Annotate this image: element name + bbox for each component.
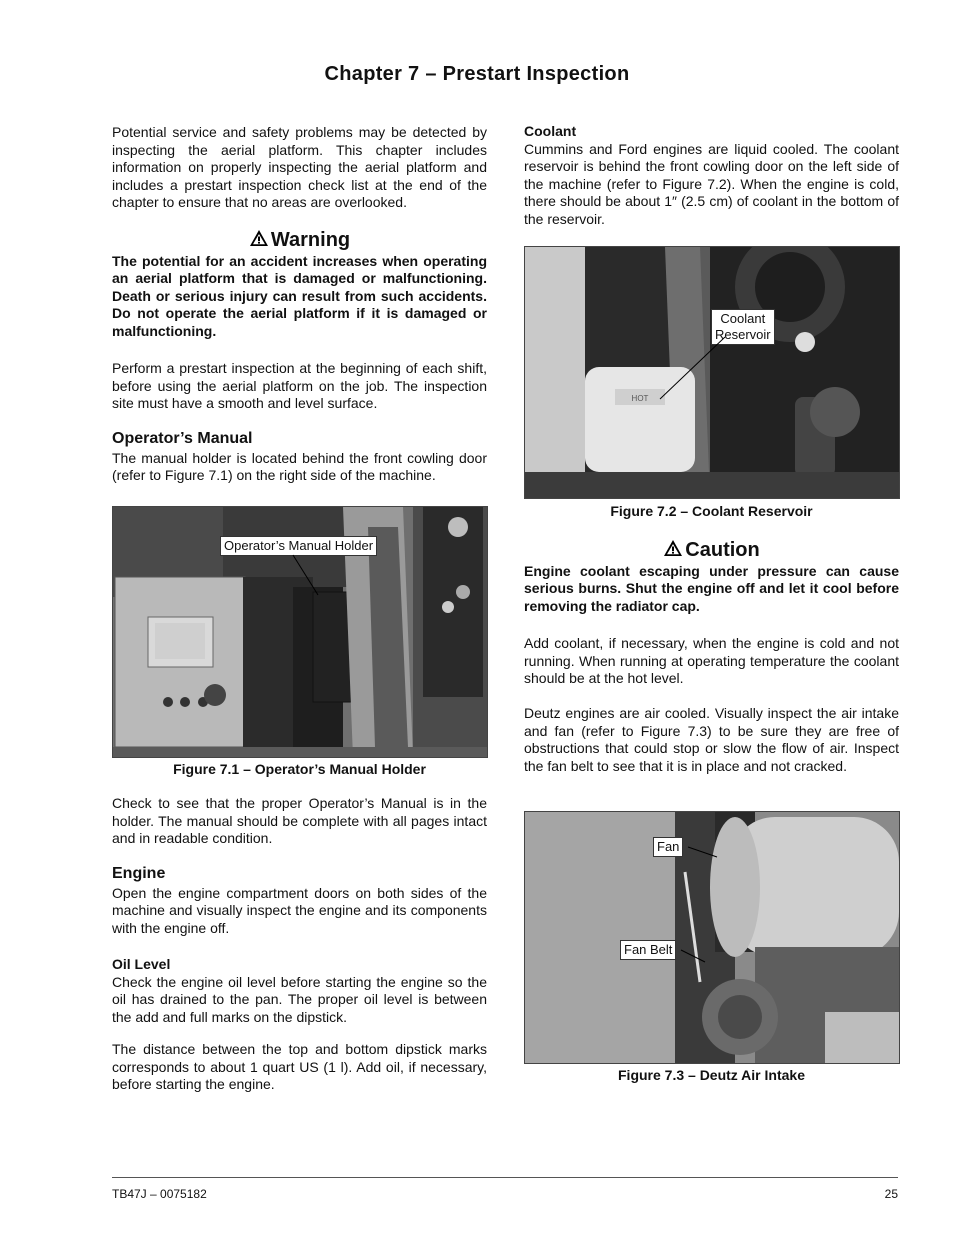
footer-page-number: 25	[884, 1187, 898, 1201]
caution-box	[524, 539, 899, 615]
engine-heading: Engine	[112, 865, 166, 882]
figure-7-2-photo	[524, 246, 900, 499]
dipstick-paragraph: The distance between the top and bottom dipstick marks corresponds to about 1 quart US (1 l). Add oil, if necessary, before starting the engine.	[112, 1041, 487, 1092]
warning-triangle-icon	[249, 229, 269, 247]
figure-7-2-label-line1: Coolant	[720, 311, 766, 326]
coolant-heading: Coolant	[524, 123, 577, 139]
footer-doc-id: TB47J – 0075182	[112, 1187, 207, 1201]
check-manual-paragraph: Check to see that the proper Operator’s Manual is in the holder. The manual should be complete with all pages intact and in readable condition.	[112, 795, 487, 846]
coolant-tank-text: HOT	[631, 394, 649, 403]
prestart-paragraph: Perform a prestart inspection at the beginning of each shift, before using the aerial platform on the job. The inspection site must have a smooth and level surface.	[112, 360, 487, 411]
figure-7-1-caption: Figure 7.1 – Operator’s Manual Holder	[173, 761, 426, 777]
warning-heading	[112, 229, 487, 250]
warning-title: Warning	[270, 229, 351, 251]
oil-level-paragraph: Check the engine oil level before starting the engine so the oil has drained to the pan. The proper oil level is between the add and full marks on the dipstick.	[112, 973, 487, 1025]
figure-7-1-label: Operator’s Manual Holder	[220, 536, 377, 556]
caution-text: Engine coolant escaping under pressure can cause serious burns. Shut the engine off and let it cool before removing the radiator cap.	[524, 562, 899, 614]
intro-paragraph: Potential service and safety problems may be detected by inspecting the aerial platform. This chapter includes information on properly inspecting the aerial platform and includes a prestart inspection check list at the end of the chapter to ensure that no areas are overlooked.	[112, 124, 487, 210]
figure-7-2-caption: Figure 7.2 – Coolant Reservoir	[610, 503, 813, 519]
figure-7-3-belt-label: Fan Belt	[620, 940, 676, 960]
figure-7-3-fan-label: Fan	[653, 837, 683, 857]
footer-divider	[112, 1177, 898, 1178]
figure-7-3-photo	[524, 811, 900, 1064]
operators-manual-paragraph: The manual holder is located behind the front cowling door (refer to Figure 7.1) on the right side of the machine.	[112, 449, 487, 483]
coolant-paragraph: Cummins and Ford engines are liquid cooled. The coolant reservoir is behind the front cowling door on the left side of the machine (refer to Figure 7.2). When the engine is cold, there should be about 1″ (2.5 cm) of coolant in the bottom of the reservoir.	[524, 140, 899, 227]
oil-level-heading: Oil Level	[112, 956, 171, 972]
warning-text: The potential for an accident increases when operating an aerial platform that is damaged or malfunctioning. Death or serious injury can result from such accidents. Do not operate the aerial platform if it is damaged or malfunctioning.	[112, 252, 487, 339]
figure-7-2-label-line2: Reservoir	[715, 327, 771, 342]
caution-title: Caution	[685, 539, 760, 561]
figure-7-1-photo	[112, 506, 488, 758]
engine-paragraph: Open the engine compartment doors on both sides of the machine and visually inspect the engine and its components with the engine off.	[112, 884, 487, 936]
operators-manual-heading: Operator’s Manual	[112, 430, 253, 447]
add-coolant-paragraph: Add coolant, if necessary, when the engine is cold and not running. When running at operating temperature the coolant should be at the hot level.	[524, 635, 899, 686]
caution-heading	[524, 539, 899, 560]
page-title: Chapter 7 – Prestart Inspection	[324, 63, 630, 85]
deutz-paragraph: Deutz engines are air cooled. Visually inspect the air intake and fan (refer to Figure 7.3) to be sure they are free of obstructions that could stop or slow the flow of air. Inspect the fan belt to see that it is in place and not cracked.	[524, 705, 899, 774]
figure-7-3-caption: Figure 7.3 – Deutz Air Intake	[618, 1067, 805, 1083]
caution-triangle-icon	[663, 539, 683, 557]
warning-box	[112, 229, 487, 340]
